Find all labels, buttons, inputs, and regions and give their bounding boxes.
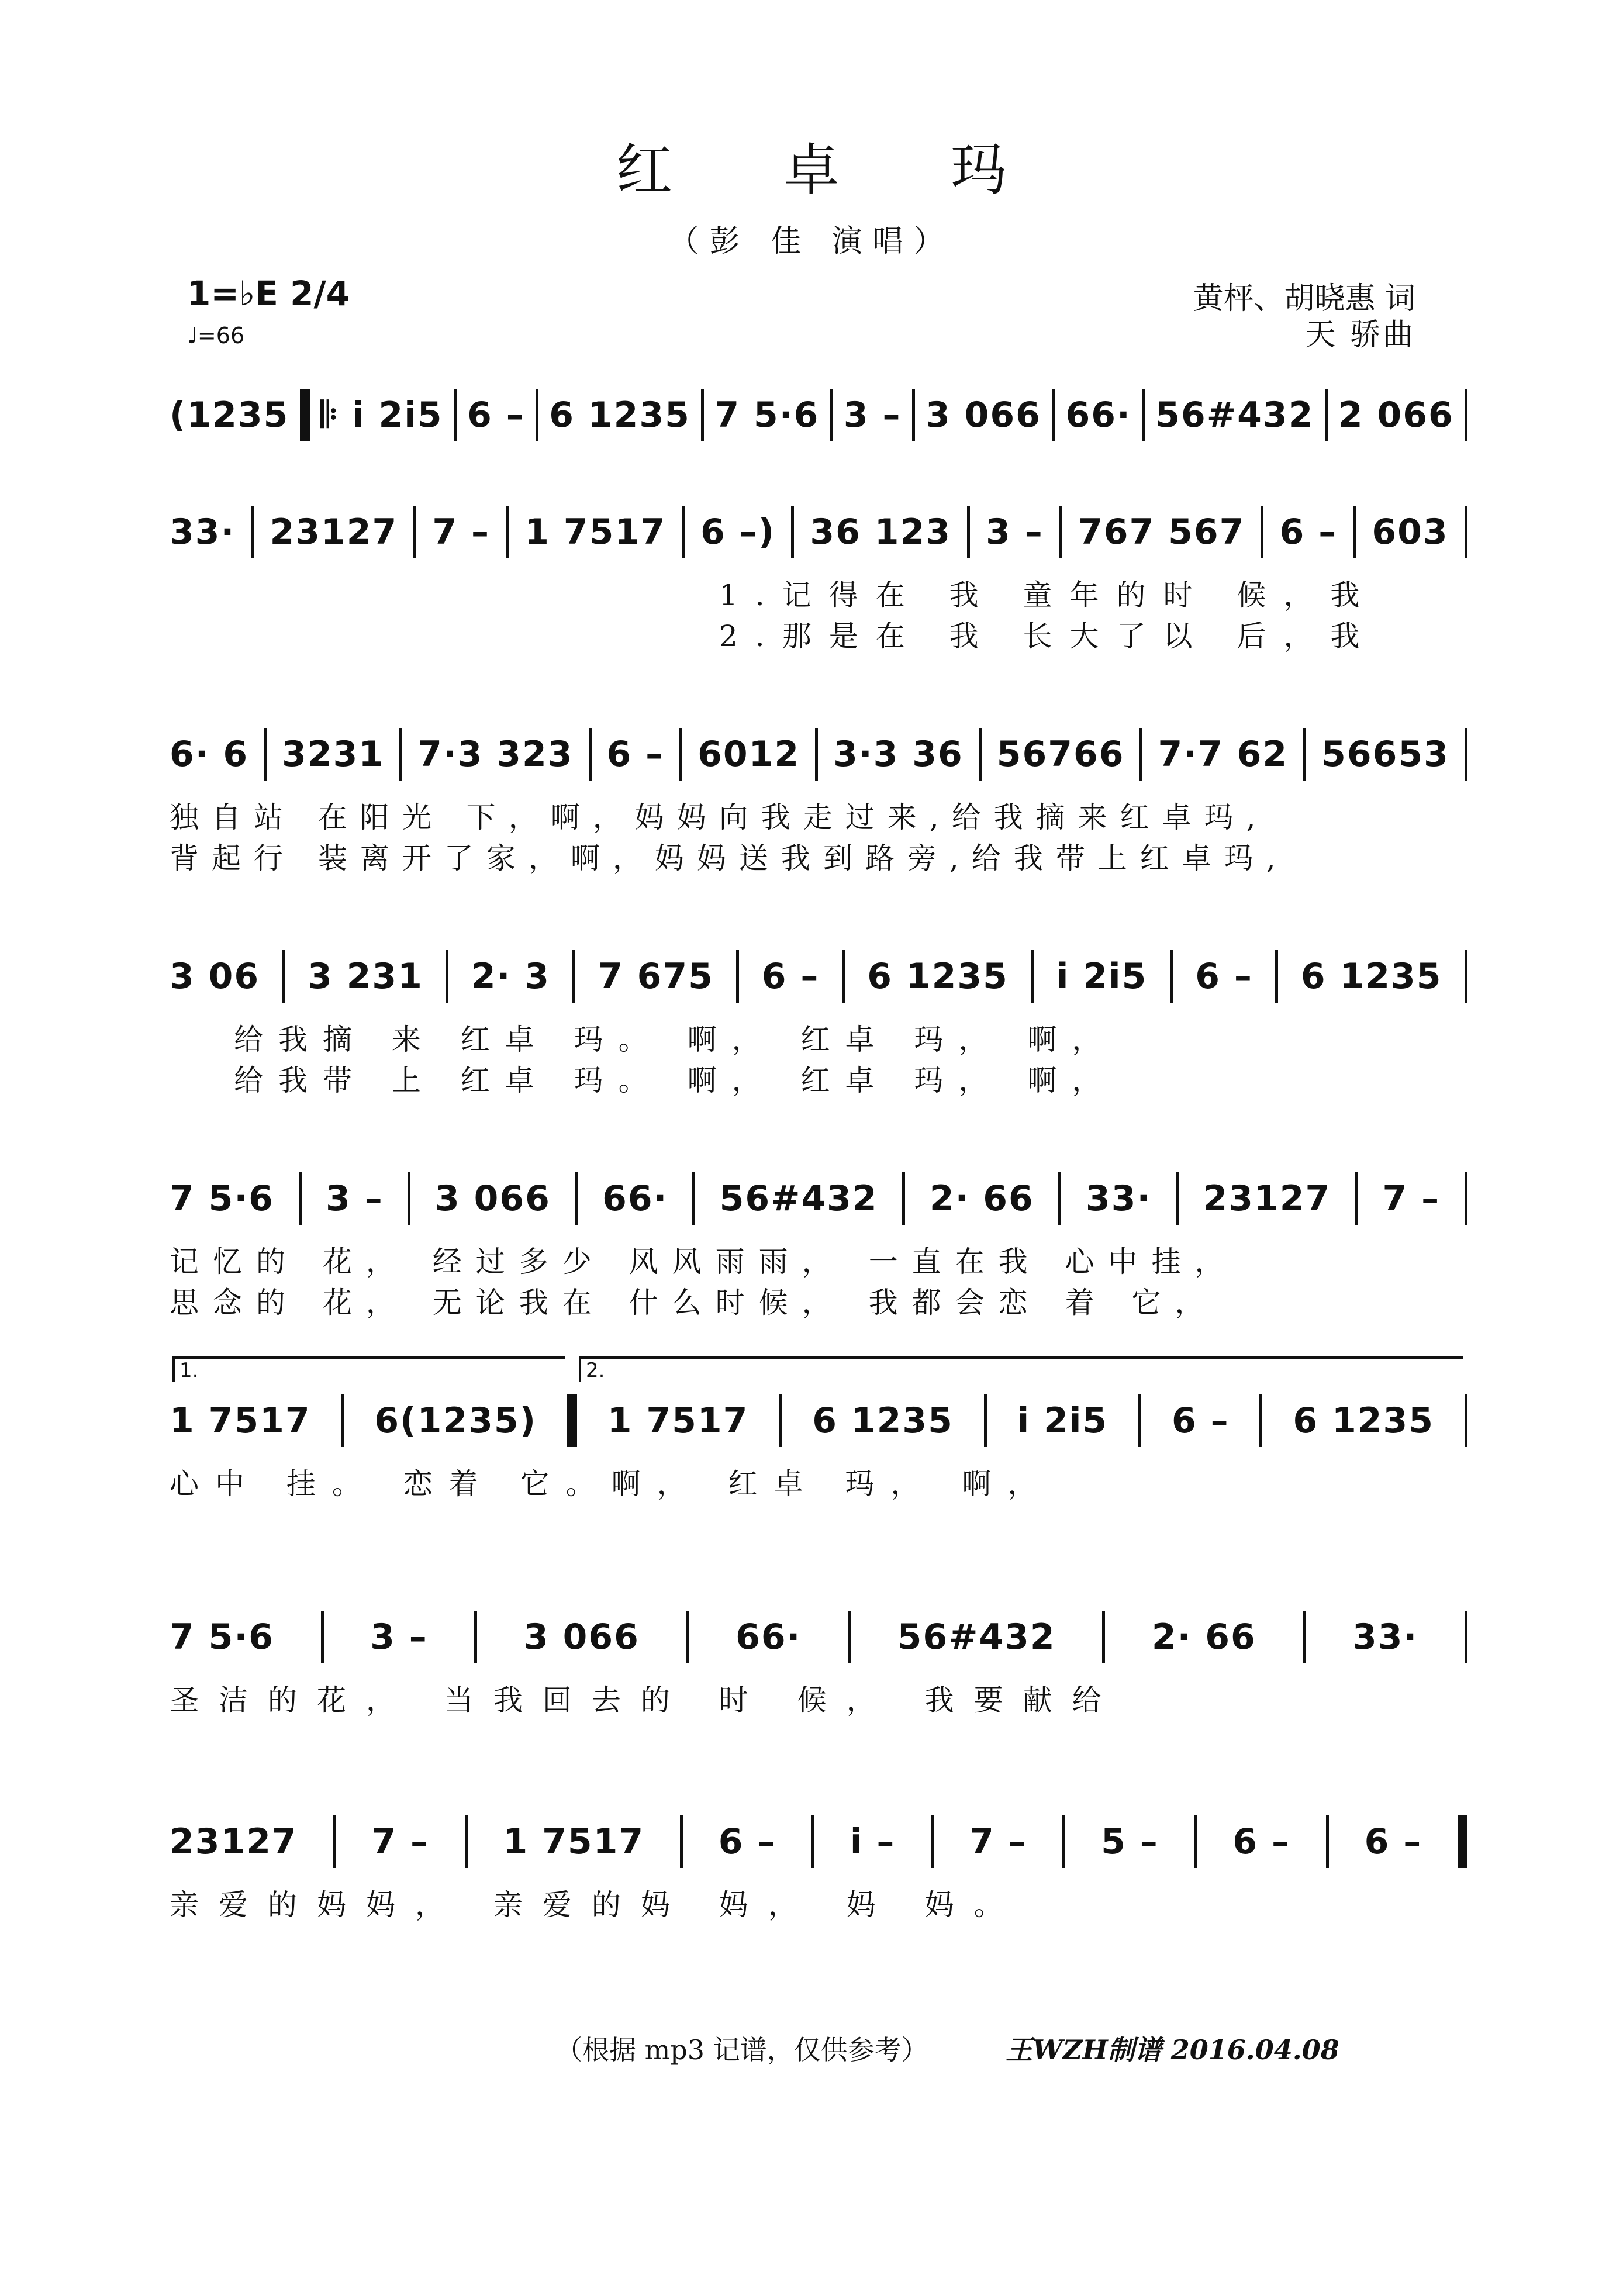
barline: [282, 950, 285, 1003]
measure: 6012: [697, 734, 800, 775]
barline: [736, 950, 739, 1003]
barline: [1142, 389, 1145, 441]
lyric-verse-1: 记忆的 花， 经过多少 风风雨雨， 一直在我 心中挂，: [170, 1245, 1238, 1279]
notation-line: [170, 1163, 1467, 1234]
measure: 3 066: [524, 1617, 640, 1658]
barline: [1465, 389, 1467, 441]
barline: [1465, 728, 1467, 781]
lyric-line: 心中 挂。 恋着 它。啊， 红卓 玛， 啊，: [170, 1467, 1054, 1501]
measure: 6(1235): [374, 1400, 537, 1441]
barline: [680, 1815, 683, 1868]
lyric-line: 圣洁的花， 当我回去的 时 候， 我要献给: [170, 1683, 1121, 1717]
barline: [1138, 1394, 1141, 1447]
barline: [1465, 1172, 1467, 1225]
measure: 7·3 323: [417, 734, 574, 775]
measure: 7 –: [1382, 1178, 1441, 1219]
measure: 23127: [1203, 1178, 1331, 1219]
measure: 2· 3: [471, 956, 551, 997]
barline: [1261, 506, 1263, 558]
barline: [1465, 1611, 1467, 1663]
measure: 603: [1372, 512, 1449, 553]
measure: 6 –): [700, 512, 776, 553]
measure: 6 1235: [1293, 1400, 1435, 1441]
barline: [1058, 1172, 1061, 1225]
measure: (1235: [170, 395, 289, 436]
barline: [1259, 1394, 1262, 1447]
measure: 2· 66: [929, 1178, 1034, 1219]
barline: [692, 1172, 695, 1225]
measure: 6 1235: [812, 1400, 954, 1441]
repeat-barline: [300, 389, 310, 441]
measure: 33·: [1352, 1617, 1418, 1658]
barline: [251, 506, 254, 558]
barline: [1303, 728, 1306, 781]
measure: 56#432: [897, 1617, 1056, 1658]
barline: [1059, 506, 1062, 558]
transcription-note: （根据 mp3 记谱，仅供参考）: [555, 2034, 928, 2066]
performer-subtitle: （彭 佳 演唱）: [668, 224, 955, 259]
measure: 6 –: [467, 395, 525, 436]
measure: 3231: [282, 734, 385, 775]
repeat-end-barline: [567, 1394, 577, 1447]
barline: [967, 506, 970, 558]
measure: 5 –: [1101, 1821, 1159, 1862]
measure: 6 1235: [549, 395, 690, 436]
measure: 7·7 62: [1158, 734, 1289, 775]
lyric-line: 亲爱的妈妈， 亲爱的妈 妈， 妈 妈。: [170, 1888, 1023, 1922]
measure: 33·: [170, 512, 236, 553]
measure: 7 5·6: [714, 395, 820, 436]
song-title: 红卓玛: [616, 137, 1118, 203]
final-barline: [1458, 1815, 1467, 1868]
measure: 56653: [1321, 734, 1449, 775]
measure: 2· 66: [1151, 1617, 1256, 1658]
measure: 6 –: [761, 956, 820, 997]
barline: [446, 950, 448, 1003]
barline: [1325, 389, 1328, 441]
lyric-verse-1: 独自站 在阳光 下，啊，妈妈向我走过来,给我摘来红卓玛,: [170, 800, 1269, 834]
barline: [1052, 389, 1055, 441]
barline: [979, 728, 982, 781]
barline: [333, 1815, 336, 1868]
barline: [1326, 1815, 1329, 1868]
barline: [1465, 1394, 1467, 1447]
measure: 1 7517: [524, 512, 666, 553]
barline: [682, 506, 685, 558]
barline: [536, 389, 538, 441]
barline: [1465, 506, 1467, 558]
barline: [701, 389, 704, 441]
notation-line: [170, 380, 1467, 450]
measure: 767 567: [1078, 512, 1245, 553]
barline: [589, 728, 592, 781]
barline: [572, 950, 575, 1003]
notation-line: [170, 941, 1467, 1011]
measure: 7 5·6: [170, 1178, 274, 1219]
measure: 6 –: [1195, 956, 1253, 997]
barline: [811, 1815, 814, 1868]
barline: [575, 1172, 578, 1225]
barline: [299, 1172, 302, 1225]
measure: 𝄆 i 2i5: [320, 395, 443, 436]
measure: 2 066: [1338, 395, 1454, 436]
barline: [815, 728, 818, 781]
measure: i 2i5: [1056, 956, 1148, 997]
transcriber-signature: 王WZH制谱 2016.04.08: [1006, 2034, 1339, 2066]
barline: [1176, 1172, 1179, 1225]
barline: [830, 389, 833, 441]
barline: [1139, 728, 1142, 781]
measure: 6 –: [1364, 1821, 1422, 1862]
barline: [1031, 950, 1034, 1003]
measure: 6 –: [1279, 512, 1338, 553]
measure: 6· 6: [170, 734, 249, 775]
barline: [341, 1394, 344, 1447]
measure: 6 –: [718, 1821, 776, 1862]
measure: 3 066: [435, 1178, 551, 1219]
second-ending-bracket: 2.: [579, 1356, 1463, 1382]
barline: [679, 728, 682, 781]
measure: 1 7517: [503, 1821, 645, 1862]
measure: 3 066: [926, 395, 1041, 436]
measure: 23127: [270, 512, 398, 553]
barline: [848, 1611, 851, 1663]
barline: [931, 1815, 934, 1868]
measure: 3 –: [843, 395, 902, 436]
barline: [454, 389, 457, 441]
measure: 33·: [1086, 1178, 1152, 1219]
barline: [321, 1611, 324, 1663]
barline: [1194, 1815, 1197, 1868]
barline: [465, 1815, 468, 1868]
barline: [264, 728, 267, 781]
barline: [984, 1394, 987, 1447]
barline: [1062, 1815, 1065, 1868]
barline: [1303, 1611, 1306, 1663]
barline: [1275, 950, 1278, 1003]
measure: 66·: [735, 1617, 802, 1658]
measure: 7 –: [432, 512, 491, 553]
measure: 6 1235: [867, 956, 1009, 997]
measure: 7 –: [969, 1821, 1027, 1862]
notation-line: [170, 1602, 1467, 1672]
measure: 7 5·6: [170, 1617, 274, 1658]
composer-credit: 天 骄曲: [1305, 317, 1415, 353]
measure: 7 675: [598, 956, 714, 997]
lyricist-credit: 黄枰、胡晓惠 词: [1193, 281, 1415, 316]
first-ending-bracket: 1.: [172, 1356, 565, 1382]
measure: 3 –: [986, 512, 1044, 553]
measure: 6 –: [606, 734, 665, 775]
lyric-verse-1: 1.记得在 我 童年的时 候，我: [719, 578, 1377, 612]
measure: 6 –: [1232, 1821, 1290, 1862]
barline: [399, 728, 402, 781]
barline: [408, 1172, 410, 1225]
key-signature: 1=♭E 2/4: [187, 274, 350, 313]
barline: [1465, 950, 1467, 1003]
lyric-verse-2: 2.那是在 我 长大了以 后，我: [719, 619, 1377, 653]
tempo-marking: ♩=66: [187, 323, 245, 348]
measure: 3 –: [326, 1178, 384, 1219]
barline: [474, 1611, 477, 1663]
measure: 66·: [1065, 395, 1131, 436]
barline: [902, 1172, 905, 1225]
barline: [413, 506, 416, 558]
barline: [912, 389, 915, 441]
measure: 3·3 36: [833, 734, 964, 775]
lyric-verse-2: 背起行 装离开了家，啊，妈妈送我到路旁,给我带上红卓玛,: [170, 841, 1289, 875]
measure: 56#432: [1155, 395, 1314, 436]
measure: 23127: [170, 1821, 298, 1862]
measure: 3 –: [370, 1617, 428, 1658]
barline: [1355, 1172, 1358, 1225]
barline: [1170, 950, 1173, 1003]
barline: [842, 950, 845, 1003]
measure: 3 231: [308, 956, 423, 997]
measure: 66·: [602, 1178, 668, 1219]
notation-line: [170, 719, 1467, 789]
barline: [791, 506, 794, 558]
measure: i 2i5: [1017, 1400, 1109, 1441]
measure: i –: [850, 1821, 896, 1862]
measure: 7 –: [371, 1821, 429, 1862]
lyric-verse-2: 思念的 花， 无论我在 什么时候， 我都会恋 着 它，: [170, 1286, 1218, 1320]
lyric-verse-2: 给我带 上 红卓 玛。 啊， 红卓 玛， 啊，: [234, 1064, 1117, 1097]
lyric-verse-1: 给我摘 来 红卓 玛。 啊， 红卓 玛， 啊，: [234, 1023, 1117, 1056]
measure: 56#432: [719, 1178, 878, 1219]
notation-line: [170, 497, 1467, 567]
measure: 6 –: [1171, 1400, 1230, 1441]
measure: 36 123: [810, 512, 951, 553]
barline: [779, 1394, 782, 1447]
barline: [506, 506, 509, 558]
barline: [1102, 1611, 1105, 1663]
measure: 1 7517: [170, 1400, 311, 1441]
notation-line: [170, 1386, 1467, 1456]
measure: 56766: [996, 734, 1125, 775]
barline: [1353, 506, 1356, 558]
measure: 1 7517: [607, 1400, 749, 1441]
measure: 3 06: [170, 956, 260, 997]
measure: 6 1235: [1300, 956, 1442, 997]
notation-line: [170, 1807, 1467, 1877]
barline: [686, 1611, 689, 1663]
